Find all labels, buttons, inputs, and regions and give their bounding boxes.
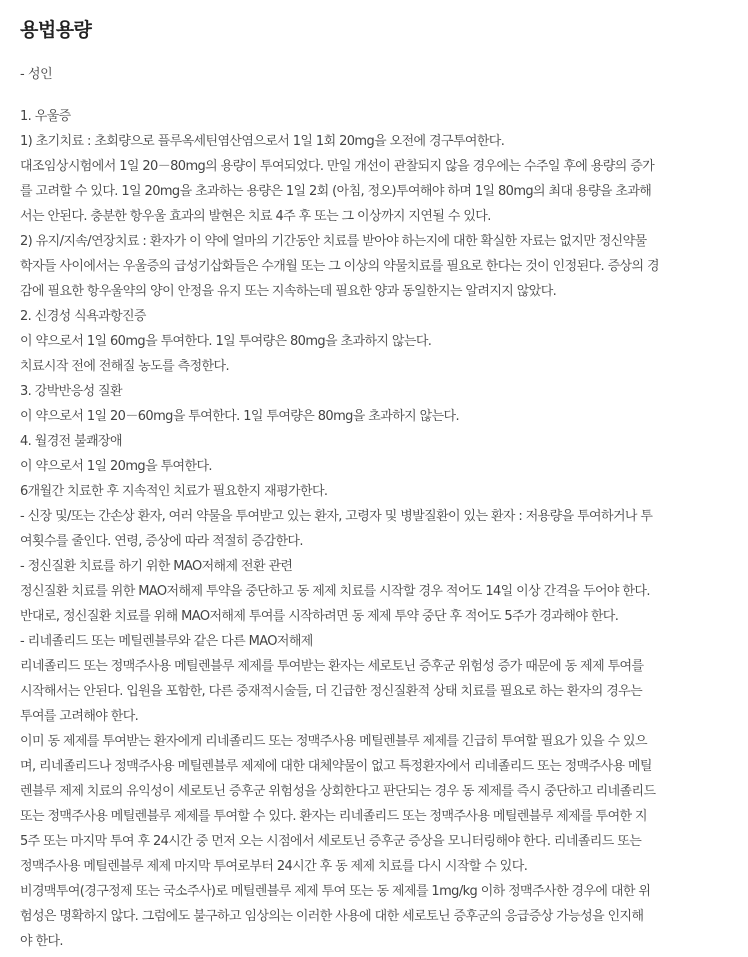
- text-line: 여횟수를 줄인다. 연령, 증상에 따라 적절히 증감한다.: [20, 534, 303, 549]
- text-line: 4. 월경전 불쾌장애: [20, 434, 122, 449]
- text-line: 이 약으로서 1일 20－60mg을 투여한다. 1일 투여량은 80mg을 초과하지 않는다.: [20, 409, 460, 424]
- text-line: 험성은 명확하지 않다. 그럼에도 불구하고 임상의는 이러한 사용에 대한 세로토닌 증후군의 응급증상 가능성을 인지해: [20, 909, 644, 924]
- section-subtitle: - 성인: [20, 67, 53, 82]
- text-line: 2) 유지/지속/연장치료 : 환자가 이 약에 얼마의 기간동안 치료를 받아야 하는지에 대한 확실한 자료는 없지만 정신약물: [20, 234, 647, 249]
- text-line: 반대로, 정신질환 치료를 위해 MAO저해제 투여를 시작하려면 동 제제 투약 중단 후 적어도 5주가 경과해야 한다.: [20, 609, 619, 624]
- text-line: 시작해서는 안된다. 입원을 포함한, 다른 중재적시술들, 더 긴급한 정신질환적 상태 치료를 필요로 하는 환자의 경우는: [20, 684, 643, 699]
- page-title: 용법용량: [20, 19, 92, 41]
- text-line: 학자들 사이에서는 우울증의 급성기삽화들은 수개월 또는 그 이상의 약물치료를 필요로 한다는 것이 인정된다. 증상의 경: [20, 259, 659, 274]
- text-line: 3. 강박반응성 질환: [20, 384, 122, 399]
- text-line: 를 고려할 수 있다. 1일 20mg을 초과하는 용량은 1일 2회 (아침, 정오)투여해야 하며 1일 80mg의 최대 용량을 초과해: [20, 184, 652, 199]
- text-line: - 신장 및/또는 간손상 환자, 여러 약물을 투여받고 있는 환자, 고령자 및 병발질환이 있는 환자 : 저용량을 투여하거나 투: [20, 509, 653, 524]
- text-line: 며, 리네졸리드나 정맥주사용 메틸렌블루 제제에 대한 대체약물이 없고 특정환자에서 리네졸리드 또는 정맥주사용 메틸: [20, 759, 652, 774]
- text-line: 투여를 고려해야 한다.: [20, 709, 139, 724]
- text-line: 이미 동 제제를 투여받는 환자에게 리네졸리드 또는 정맥주사용 메틸렌블루 제제를 긴급히 투여할 필요가 있을 수 있으: [20, 734, 647, 749]
- text-line: 1) 초기치료 : 초회량으로 플루옥세틴염산염으로서 1일 1회 20mg을 오전에 경구투여한다.: [20, 134, 505, 149]
- text-line: 감에 필요한 항우울약의 양이 안정을 유지 또는 지속하는데 필요한 양과 동일한지는 알려지지 않았다.: [20, 284, 557, 299]
- text-line: 이 약으로서 1일 20mg을 투여한다.: [20, 459, 212, 474]
- text-line: 이 약으로서 1일 60mg을 투여한다. 1일 투여량은 80mg을 초과하지 않는다.: [20, 334, 432, 349]
- text-line: 정신질환 치료를 위한 MAO저해제 투약을 중단하고 동 제제 치료를 시작할 경우 적어도 14일 이상 간격을 두어야 한다.: [20, 584, 650, 599]
- text-line: 치료시작 전에 전해질 농도를 측정한다.: [20, 359, 229, 374]
- text-line: 비경맥투여(경구정제 또는 국소주사)로 메틸렌블루 제제 투여 또는 동 제제를 1mg/kg 이하 정맥주사한 경우에 대한 위: [20, 884, 651, 899]
- text-line: 야 한다.: [20, 934, 63, 949]
- text-line: 대조임상시험에서 1일 20－80mg의 용량이 투여되었다. 만일 개선이 관찰되지 않을 경우에는 수주일 후에 용량의 증가: [20, 159, 655, 174]
- document-body: [20, 104, 730, 954]
- text-line: 렌블루 제제 치료의 유익성이 세로토닌 증후군 위험성을 상회한다고 판단되는 경우 동 제제를 즉시 중단하고 리네졸리드: [20, 784, 656, 799]
- text-line: - 리네졸리드 또는 메틸렌블루와 같은 다른 MAO저해제: [20, 634, 313, 649]
- text-line: 또는 정맥주사용 메틸렌블루 제제를 투여할 수 있다. 환자는 리네졸리드 또는 정맥주사용 메틸렌블루 제제를 투여한 지: [20, 809, 647, 824]
- text-line: 5주 또는 마지막 투여 후 24시간 중 먼저 오는 시점에서 세로토닌 증후군 증상을 모니터링해야 한다. 리네졸리드 또는: [20, 834, 642, 849]
- text-line: 리네졸리드 또는 정맥주사용 메틸렌블루 제제를 투여받는 환자는 세로토닌 증후군 위험성 증가 때문에 동 제제 투여를: [20, 659, 644, 674]
- text-line: 정맥주사용 메틸렌블루 제제 마지막 투여로부터 24시간 후 동 제제 치료를 다시 시작할 수 있다.: [20, 859, 528, 874]
- text-line: 2. 신경성 식욕과항진증: [20, 309, 146, 324]
- text-line: - 정신질환 치료를 하기 위한 MAO저해제 전환 관련: [20, 559, 293, 574]
- text-line: 6개월간 치료한 후 지속적인 치료가 필요한지 재평가한다.: [20, 484, 328, 499]
- text-line: 1. 우울증: [20, 109, 71, 124]
- text-line: 서는 안된다. 충분한 항우울 효과의 발현은 치료 4주 후 또는 그 이상까지 지연될 수 있다.: [20, 209, 491, 224]
